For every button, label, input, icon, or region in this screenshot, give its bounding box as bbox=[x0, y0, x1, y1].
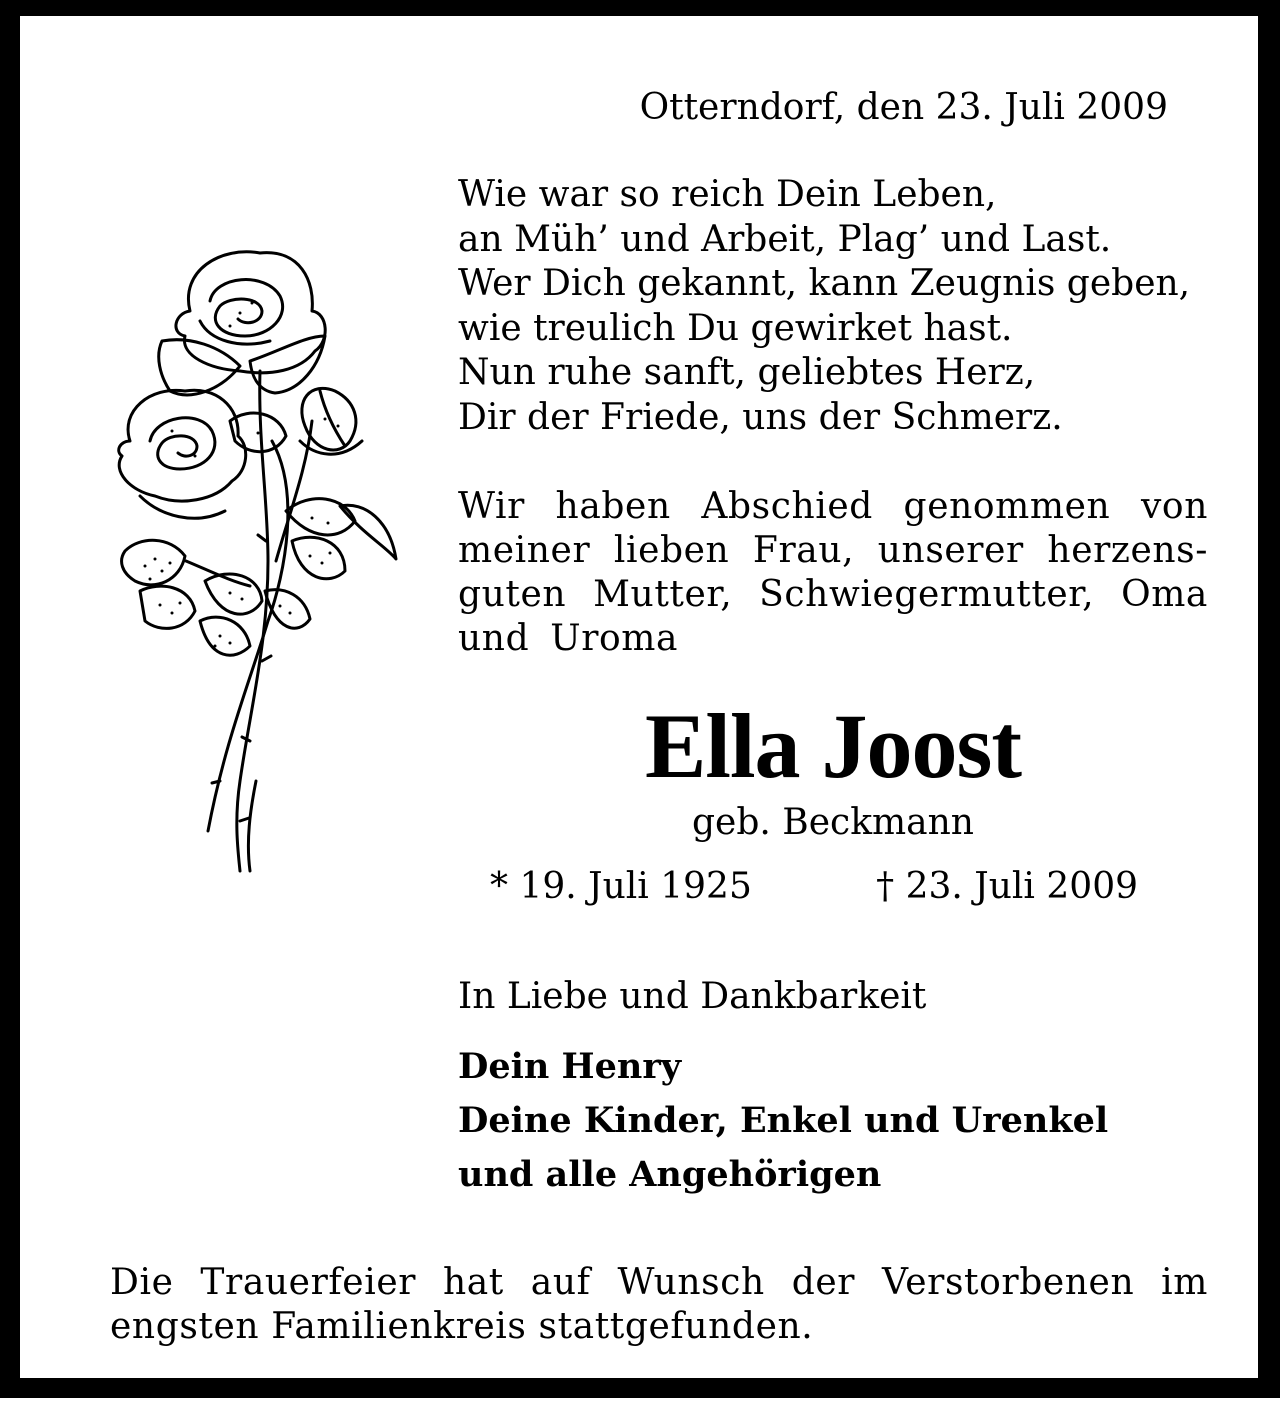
funeral-note bbox=[110, 1261, 1208, 1349]
footer-line: engsten Familienkreis stattgefunden. bbox=[110, 1306, 814, 1347]
footer-line: Die Trauerfeier hat auf Wunsch der Verstorbenen im bbox=[110, 1262, 1208, 1303]
signer-line: Dein Henry bbox=[458, 1046, 682, 1087]
intro-line: meiner lieben Frau, unserer herzens- bbox=[458, 530, 1208, 571]
deceased-name: Ella Joost bbox=[645, 695, 1021, 797]
closing-phrase: In Liebe und Dankbarkeit bbox=[458, 976, 927, 1017]
poem-line: an Müh’ und Arbeit, Plag’ und Last. bbox=[458, 218, 1112, 260]
poem-line: wie treulich Du gewirket hast. bbox=[458, 307, 1013, 349]
signer-line: Deine Kinder, Enkel und Urenkel bbox=[458, 1100, 1109, 1141]
death-date: † 23. Juli 2009 bbox=[876, 866, 1138, 907]
poem bbox=[458, 173, 1218, 441]
poem-line: Dir der Friede, uns der Schmerz. bbox=[458, 396, 1063, 438]
intro-line: guten Mutter, Schwiegermutter, Oma bbox=[458, 574, 1208, 615]
rose-bouquet-icon bbox=[100, 241, 410, 881]
place-date: Otterndorf, den 23. Juli 2009 bbox=[639, 87, 1168, 128]
poem-line: Nun ruhe sanft, geliebtes Herz, bbox=[458, 352, 1036, 394]
birth-date: * 19. Juli 1925 bbox=[490, 866, 752, 907]
poem-line: Wer Dich gekannt, kann Zeugnis geben, bbox=[458, 263, 1191, 305]
signer-line: und alle Angehörigen bbox=[458, 1154, 882, 1195]
intro-line: Wir haben Abschied genommen von bbox=[458, 486, 1208, 527]
signers bbox=[458, 1040, 1108, 1202]
poem-line: Wie war so reich Dein Leben, bbox=[458, 174, 997, 215]
maiden-name: geb. Beckmann bbox=[692, 802, 974, 843]
intro-line: und Uroma bbox=[458, 618, 679, 659]
intro-text bbox=[458, 485, 1208, 661]
